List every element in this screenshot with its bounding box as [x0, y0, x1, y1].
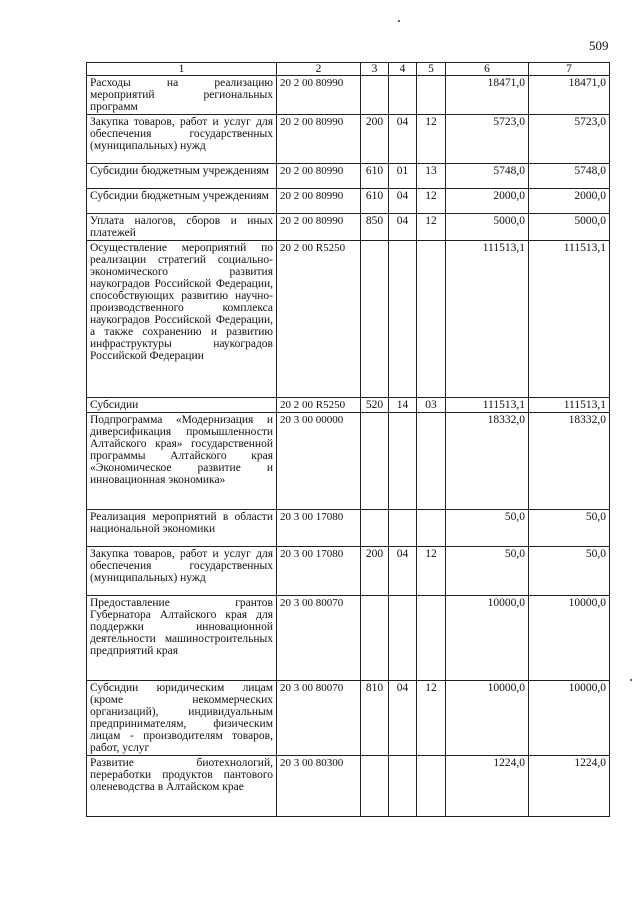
column-number: 6 — [446, 63, 529, 76]
table-row — [87, 398, 610, 413]
target-article-code: 20 3 00 17080 — [277, 547, 361, 596]
amount-col6: 2000,0 — [446, 189, 529, 214]
subsection-code: 12 — [417, 681, 446, 756]
amount-col7: 18471,0 — [529, 76, 610, 115]
expense-type-code — [361, 76, 389, 115]
expense-type-code: 610 — [361, 164, 389, 189]
table-row — [87, 413, 610, 510]
subsection-code: 12 — [417, 115, 446, 164]
expense-type-code — [361, 413, 389, 510]
expense-type-code: 200 — [361, 547, 389, 596]
table-row — [87, 547, 610, 596]
item-name: Субсидии бюджетным учреждениям — [87, 164, 277, 189]
section-code: 04 — [389, 115, 417, 164]
column-number: 2 — [277, 63, 361, 76]
item-name: Субсидии бюджетным учреждениям — [87, 189, 277, 214]
amount-col7: 1224,0 — [529, 756, 610, 817]
item-name: Предоставление грантов Губернатора Алтайского края для поддержки инновационной деятельности машиностроительных предприятий края — [87, 596, 277, 681]
subsection-code: 12 — [417, 189, 446, 214]
section-code: 04 — [389, 214, 417, 241]
expense-type-code — [361, 241, 389, 398]
amount-col7: 111513,1 — [529, 398, 610, 413]
target-article-code: 20 2 00 80990 — [277, 214, 361, 241]
target-article-code: 20 3 00 17080 — [277, 510, 361, 547]
table-row — [87, 596, 610, 681]
item-name: Развитие биотехнологий, переработки продуктов пантового оленеводства в Алтайском крае — [87, 756, 277, 817]
budget-table — [86, 62, 610, 817]
section-code — [389, 596, 417, 681]
amount-col6: 18332,0 — [446, 413, 529, 510]
subsection-code: 12 — [417, 547, 446, 596]
target-article-code: 20 2 00 R5250 — [277, 241, 361, 398]
column-number: 1 — [87, 63, 277, 76]
item-name: Осуществление мероприятий по реализации стратегий социально-экономического развития наукоградов Российской Федерации, способствующих развитию научно-производственного комплекса наукоградов Российской Федерации, а также сохранению и развитию инфраструктуры наукоградов Российской Федерации — [87, 241, 277, 398]
subsection-code: 12 — [417, 214, 446, 241]
target-article-code: 20 3 00 80300 — [277, 756, 361, 817]
amount-col7: 5723,0 — [529, 115, 610, 164]
subsection-code: 13 — [417, 164, 446, 189]
amount-col6: 10000,0 — [446, 681, 529, 756]
item-name: Расходы на реализацию мероприятий региональных программ — [87, 76, 277, 115]
subsection-code — [417, 76, 446, 115]
amount-col6: 18471,0 — [446, 76, 529, 115]
page-number: 509 — [589, 38, 609, 53]
table-row — [87, 214, 610, 241]
column-number: 7 — [529, 63, 610, 76]
amount-col6: 111513,1 — [446, 398, 529, 413]
item-name: Субсидии — [87, 398, 277, 413]
subsection-code — [417, 413, 446, 510]
target-article-code: 20 2 00 80990 — [277, 76, 361, 115]
amount-col7: 10000,0 — [529, 681, 610, 756]
amount-col7: 5748,0 — [529, 164, 610, 189]
subsection-code: 03 — [417, 398, 446, 413]
amount-col7: 50,0 — [529, 510, 610, 547]
subsection-code — [417, 756, 446, 817]
target-article-code: 20 3 00 80070 — [277, 596, 361, 681]
table-row — [87, 189, 610, 214]
target-article-code: 20 3 00 80070 — [277, 681, 361, 756]
section-code: 04 — [389, 547, 417, 596]
amount-col6: 111513,1 — [446, 241, 529, 398]
table-row — [87, 681, 610, 756]
section-code — [389, 510, 417, 547]
expense-type-code: 850 — [361, 214, 389, 241]
amount-col6: 50,0 — [446, 547, 529, 596]
amount-col7: 50,0 — [529, 547, 610, 596]
amount-col7: 18332,0 — [529, 413, 610, 510]
expense-type-code — [361, 510, 389, 547]
column-number: 3 — [361, 63, 389, 76]
expense-type-code: 810 — [361, 681, 389, 756]
table-row — [87, 241, 610, 398]
expense-type-code — [361, 596, 389, 681]
amount-col7: 10000,0 — [529, 596, 610, 681]
target-article-code: 20 2 00 80990 — [277, 189, 361, 214]
table-row — [87, 756, 610, 817]
section-code: 01 — [389, 164, 417, 189]
subsection-code — [417, 596, 446, 681]
expense-type-code: 610 — [361, 189, 389, 214]
amount-col7: 111513,1 — [529, 241, 610, 398]
target-article-code: 20 2 00 R5250 — [277, 398, 361, 413]
scan-speck — [398, 20, 400, 22]
section-code — [389, 756, 417, 817]
table-row — [87, 115, 610, 164]
section-code — [389, 76, 417, 115]
column-number-row — [87, 63, 610, 76]
amount-col7: 2000,0 — [529, 189, 610, 214]
expense-type-code: 200 — [361, 115, 389, 164]
item-name: Закупка товаров, работ и услуг для обеспечения государственных (муниципальных) нужд — [87, 115, 277, 164]
amount-col6: 5748,0 — [446, 164, 529, 189]
table-row — [87, 76, 610, 115]
subsection-code — [417, 241, 446, 398]
section-code: 14 — [389, 398, 417, 413]
target-article-code: 20 2 00 80990 — [277, 164, 361, 189]
item-name: Реализация мероприятий в области национальной экономики — [87, 510, 277, 547]
expense-type-code: 520 — [361, 398, 389, 413]
amount-col6: 5723,0 — [446, 115, 529, 164]
subsection-code — [417, 510, 446, 547]
amount-col7: 5000,0 — [529, 214, 610, 241]
amount-col6: 50,0 — [446, 510, 529, 547]
amount-col6: 10000,0 — [446, 596, 529, 681]
table-row — [87, 510, 610, 547]
column-number: 4 — [389, 63, 417, 76]
table-row — [87, 164, 610, 189]
section-code: 04 — [389, 681, 417, 756]
amount-col6: 5000,0 — [446, 214, 529, 241]
item-name: Закупка товаров, работ и услуг для обеспечения государственных (муниципальных) нужд — [87, 547, 277, 596]
scan-speck — [630, 679, 632, 681]
item-name: Субсидии юридическим лицам (кроме некоммерческих организаций), индивидуальным предпринимателям, физическим лицам - производителям товаров, работ, услуг — [87, 681, 277, 756]
section-code — [389, 241, 417, 398]
section-code — [389, 413, 417, 510]
target-article-code: 20 2 00 80990 — [277, 115, 361, 164]
expense-type-code — [361, 756, 389, 817]
column-number: 5 — [417, 63, 446, 76]
item-name: Подпрограмма «Модернизация и диверсификация промышленности Алтайского края» государственной программы Алтайского края «Экономическое развитие и инновационная экономика» — [87, 413, 277, 510]
item-name: Уплата налогов, сборов и иных платежей — [87, 214, 277, 241]
target-article-code: 20 3 00 00000 — [277, 413, 361, 510]
amount-col6: 1224,0 — [446, 756, 529, 817]
section-code: 04 — [389, 189, 417, 214]
